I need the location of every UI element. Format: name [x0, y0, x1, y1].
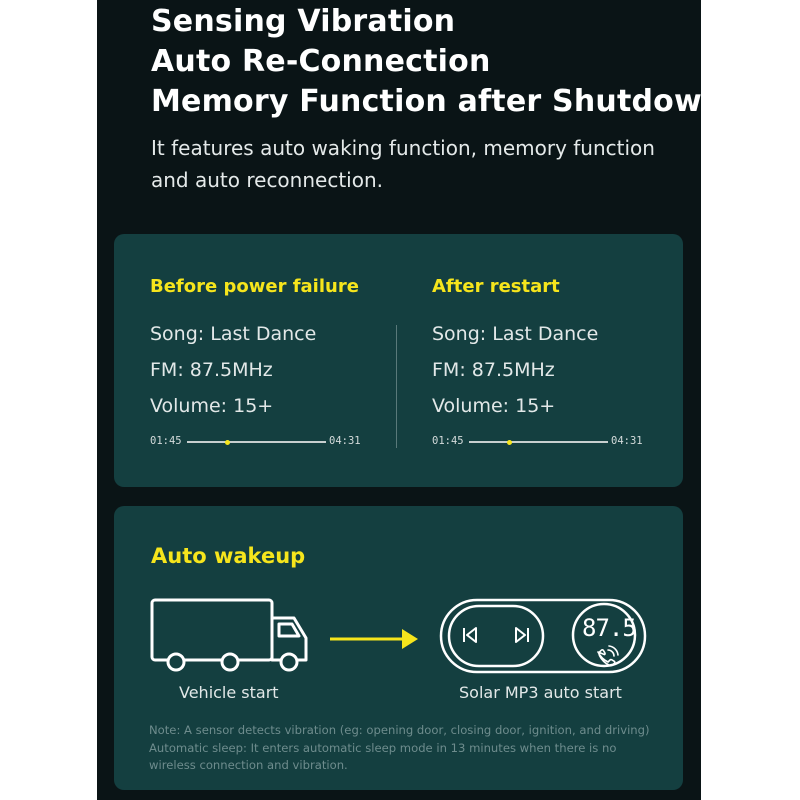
after-volume: Volume: 15+ [432, 395, 556, 417]
heading-line-3: Memory Function after Shutdown [151, 84, 724, 119]
before-progress-marker [225, 440, 230, 445]
before-progress-track [187, 441, 326, 443]
vehicle-start-caption: Vehicle start [179, 683, 279, 702]
before-power-failure-title: Before power failure [150, 276, 359, 297]
before-song: Song: Last Dance [150, 323, 317, 345]
next-track-icon [516, 628, 528, 642]
after-song: Song: Last Dance [432, 323, 599, 345]
after-progress-marker [507, 440, 512, 445]
truck-icon [148, 596, 310, 676]
after-time-total: 04:31 [611, 435, 643, 447]
fm-frequency-display: 87.5 [582, 614, 636, 642]
phone-icon [598, 646, 618, 666]
column-divider [396, 325, 397, 448]
after-fm: FM: 87.5MHz [432, 359, 555, 381]
after-restart-title: After restart [432, 276, 560, 297]
before-fm: FM: 87.5MHz [150, 359, 273, 381]
before-volume: Volume: 15+ [150, 395, 274, 417]
heading-line-1: Sensing Vibration [151, 4, 456, 39]
sensor-note [149, 722, 659, 775]
heading-line-2: Auto Re-Connection [151, 44, 491, 79]
device-start-caption: Solar MP3 auto start [459, 683, 622, 702]
arrow-right-icon [328, 626, 420, 652]
note-line-2: Automatic sleep: It enters automatic sleep mode in 13 minutes when there is no [149, 740, 617, 755]
previous-track-icon [464, 628, 476, 642]
note-line-3: wireless connection and vibration. [149, 758, 348, 772]
page-heading [151, 2, 723, 122]
after-time-elapsed: 01:45 [432, 435, 464, 447]
before-time-elapsed: 01:45 [150, 435, 182, 447]
memory-function-card [114, 234, 683, 487]
auto-wakeup-title: Auto wakeup [151, 544, 306, 568]
after-progress-track [469, 441, 608, 443]
feature-description: It features auto waking function, memory function and auto reconnection. [151, 136, 655, 192]
before-time-total: 04:31 [329, 435, 361, 447]
note-line-1: Note: A sensor detects vibration (eg: opening door, closing door, ignition, and driving) [149, 723, 650, 737]
auto-wakeup-card [114, 506, 683, 790]
